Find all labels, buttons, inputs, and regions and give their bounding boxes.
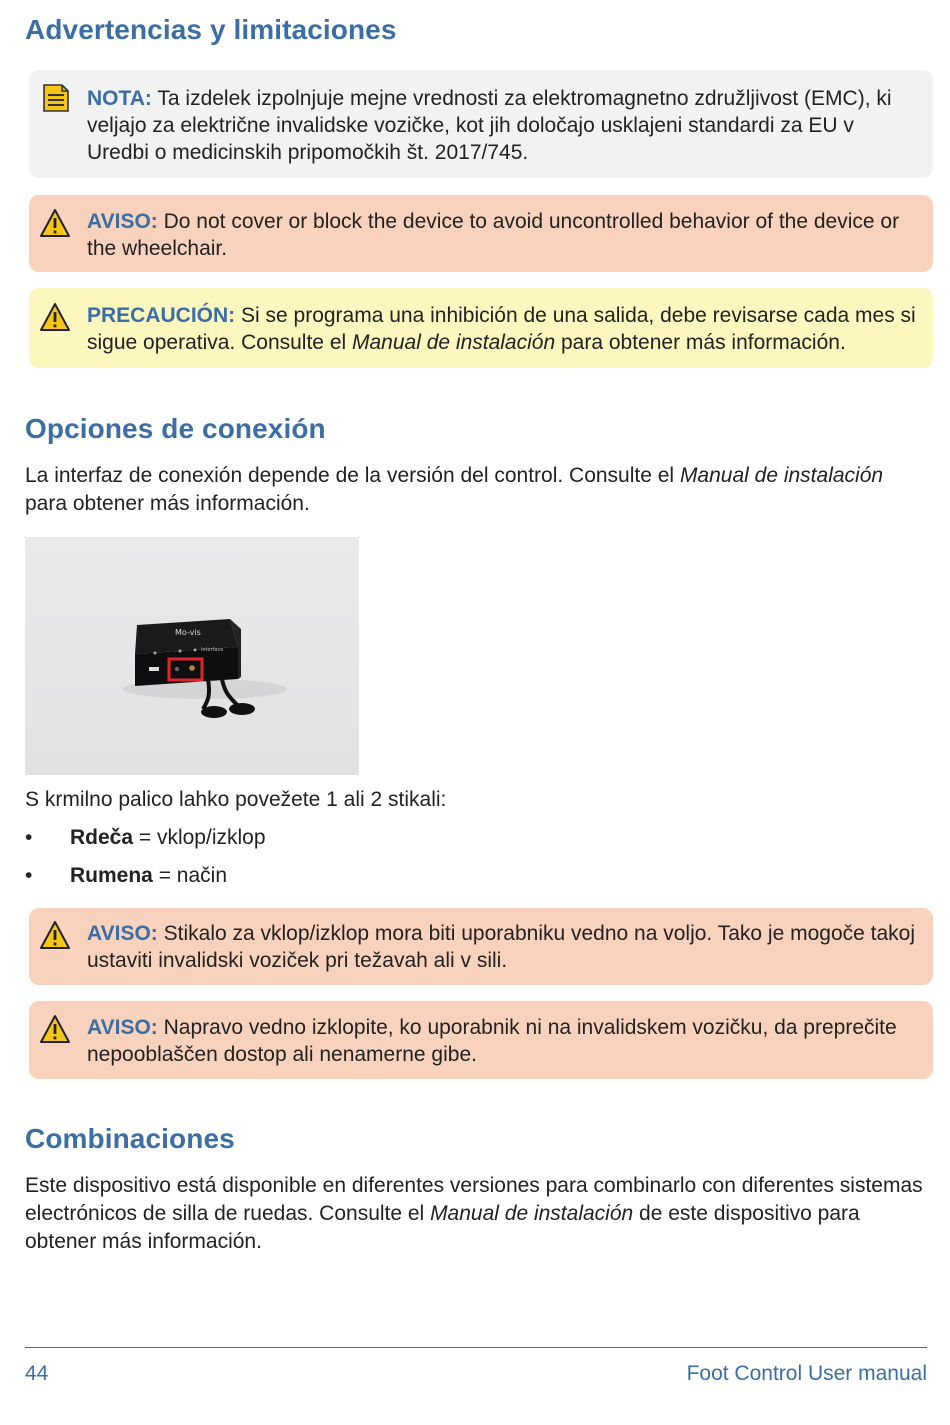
list-item [25,862,227,890]
warning-text: Stikalo za vklop/izklop mora biti uporabniku vedno na voljo. Tako je mogoče takoj ustaviti invalidski voziček pri težavah ali v sili. [87,922,915,972]
note-text: Ta izdelek izpolnjuje mejne vrednosti za elektromagnetno združljivost (EMC), ki veljajo za električne invalidske vozičke, kot jih določajo usklajeni standardi za EU v Uredbi o medicinskih pripomočkih št. 2017/745. [87,87,892,164]
connection-manual-ref: Manual de instalación [679,464,884,487]
caution-text-end: para obtener más información. [555,331,846,354]
bullet-symbol: • [25,826,33,849]
combinations-text-end: de este dispositivo para obtener más información. [25,1202,860,1253]
warning-triangle-icon [39,1014,71,1051]
note-box [29,70,933,178]
manual-title: Foot Control User manual [686,1362,927,1385]
device-photo [25,537,359,775]
device-logo: Mo-vis [175,628,201,637]
bullet-symbol: • [25,864,33,887]
note-icon [41,83,71,120]
device-illustration [25,537,359,775]
bullet-text: = način [152,864,227,887]
warning-box-3 [29,1001,933,1079]
bullet-bold: Rumena [70,864,153,887]
warning-text: Do not cover or block the device to avoid uncontrolled behavior of the device or the wheelchair. [87,210,900,260]
list-item [25,824,266,852]
connection-text: La interfaz de conexión depende de la versión del control. Consulte el [25,464,680,487]
connection-text-end: para obtener más información. [25,492,310,515]
page-number: 44 [25,1362,49,1385]
device-label: interface [201,647,224,653]
warning-label: AVISO: [87,1016,158,1039]
combinations-paragraph [25,1172,925,1256]
caution-box [29,288,933,368]
combinations-manual-ref: Manual de instalación [430,1202,634,1225]
footer-divider [25,1347,927,1348]
warning-box-1 [29,195,933,272]
warning-text: Napravo vedno izklopite, ko uporabnik ni na invalidskem vozičku, da preprečite nepooblaščen dostop ali nenamerne gibe. [87,1016,897,1066]
warning-triangle-icon [39,920,71,957]
caution-triangle-icon [39,302,71,339]
connection-paragraph [25,462,925,518]
warning-label: AVISO: [87,210,158,233]
caution-text: Si se programa una inhibición de una salida, debe revisarse cada mes si sigue operativa. Consulte el [87,304,916,354]
warning-label: AVISO: [87,922,158,945]
bullet-text: = vklop/izklop [133,826,266,849]
caution-label: PRECAUCIÓN: [87,304,236,327]
section-title-warnings: Advertencias y limitaciones [25,14,397,45]
bullet-bold: Rdeča [70,826,134,849]
switch-intro: S krmilno palico lahko povežete 1 ali 2 stikali: [25,788,447,811]
warning-triangle-icon [39,208,71,245]
warning-box-2 [29,908,933,985]
caution-manual-ref: Manual de instalación [352,331,556,354]
combinations-text: Este dispositivo está disponible en diferentes versiones para combinarlo con diferentes sistemas electrónicos de silla de ruedas. Consulte el [25,1174,923,1225]
note-label: NOTA: [87,87,152,110]
section-title-connection: Opciones de conexión [25,413,326,444]
section-title-combinations: Combinaciones [25,1123,235,1154]
